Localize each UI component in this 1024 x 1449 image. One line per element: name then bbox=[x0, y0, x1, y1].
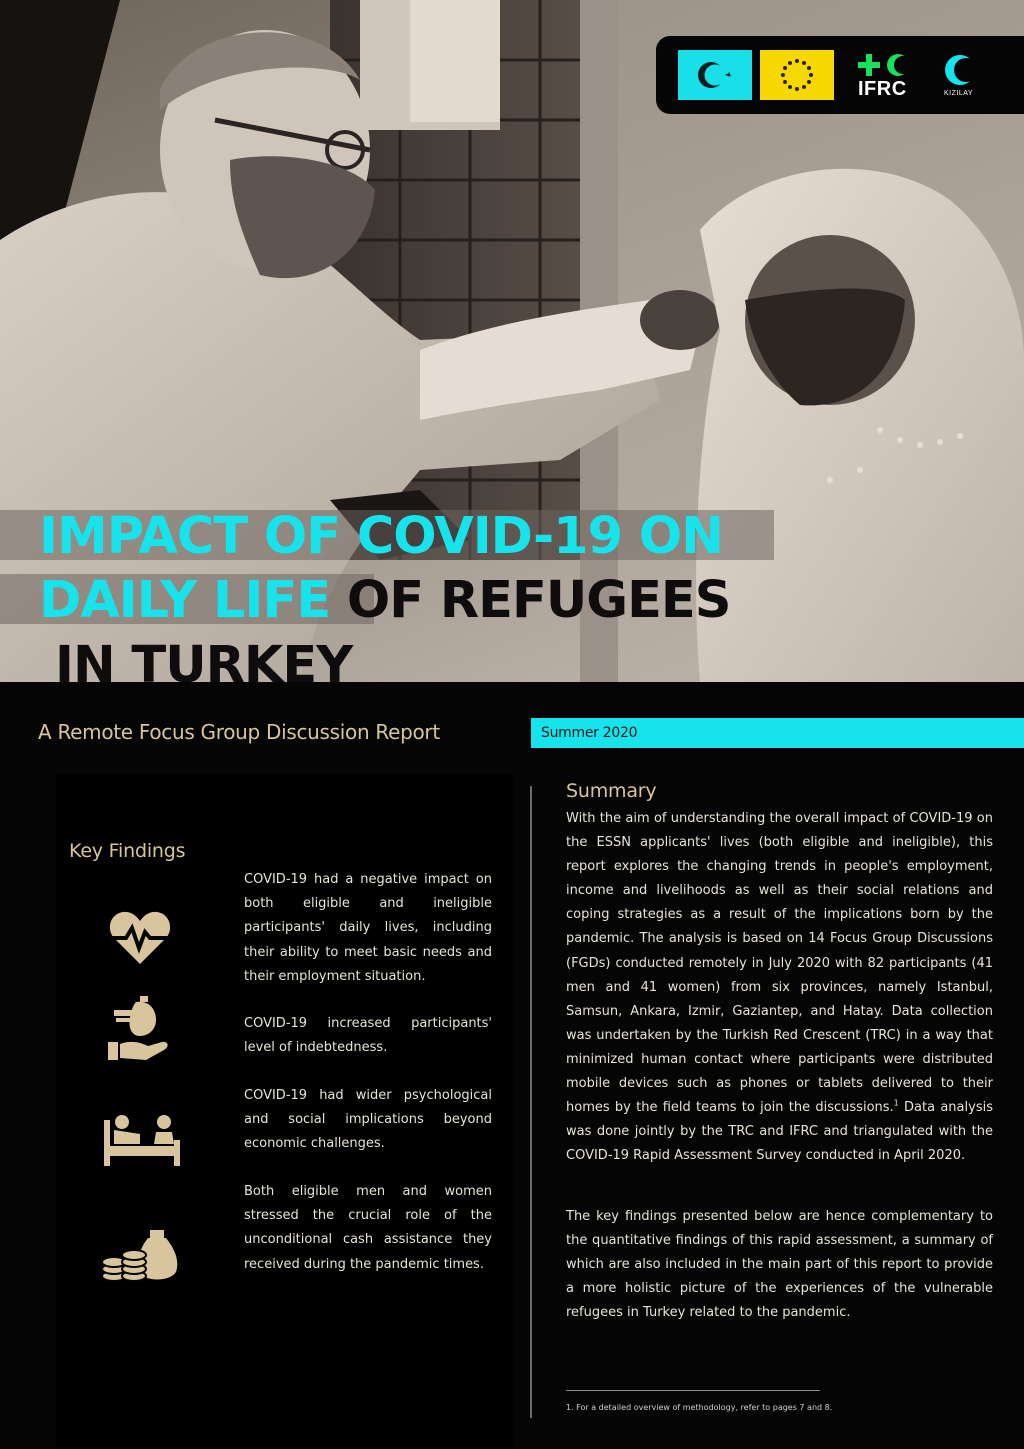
footnote: 1. For a detailed overview of methodology, refer to pages 7 and 8. bbox=[566, 1403, 833, 1412]
red-crescent-icon bbox=[938, 50, 994, 90]
title-line-2 bbox=[39, 571, 731, 630]
title-line-3: IN TURKEY bbox=[55, 636, 353, 682]
season-banner bbox=[531, 718, 1024, 748]
crescent-star-icon bbox=[678, 50, 752, 100]
summary-paragraph-2: The key findings presented below are hence complementary to the quantitative findings of this rapid assessment, a summary of which are also included in the main part of this report to provide a more holistic picture of the experiences of the vulnerable refugees in Turkey related to the pandemic. bbox=[566, 1209, 993, 1321]
title-highlight: DAILY LIFE bbox=[39, 571, 331, 630]
title-line-1: IMPACT OF COVID-19 ON bbox=[39, 507, 723, 566]
footnote-rule bbox=[566, 1390, 820, 1391]
kizilay-logo bbox=[938, 50, 994, 100]
eu-flag-logo bbox=[760, 50, 834, 100]
summary-p1-end: Data analysis was done jointly by the TRC and IFRC and triangulated with the COVID-19 Rapid Assessment Survey conducted in April 2020. bbox=[566, 1100, 993, 1164]
partner-logos bbox=[656, 36, 1024, 114]
cover-photo bbox=[0, 0, 1024, 682]
ifrc-logo bbox=[852, 50, 924, 100]
report-subtitle: A Remote Focus Group Discussion Report bbox=[38, 720, 440, 744]
finding-2: COVID-19 increased participants' level of indebtedness. bbox=[244, 1016, 492, 1056]
sick-bed-icon bbox=[100, 1112, 182, 1166]
ifrc-wordmark: IFRC bbox=[858, 78, 907, 100]
finding-3: COVID-19 had wider psychological and social implications beyond economic challenges. bbox=[244, 1088, 492, 1152]
heartbeat-icon bbox=[108, 908, 172, 968]
column-divider bbox=[530, 786, 532, 1418]
finding-1: COVID-19 had a negative impact on both eligible and ineligible participants' daily lives, including their ability to meet basic needs and their employment situation. bbox=[244, 872, 492, 984]
summary-paragraph-1 bbox=[566, 807, 993, 1168]
cross-crescent-icon bbox=[852, 50, 924, 80]
eu-stars-icon bbox=[760, 50, 834, 100]
summary-p1-main: With the aim of understanding the overall impact of COVID-19 on the ESSN applicants' lives (both eligible and ineligible), this report explores the changing trends in people's employment, income and livelihoods as well as their social relations and coping strategies as a result of the implications born by the pandemic. The analysis is based on 14 Focus Group Discussions (FGDs) conducted remotely in July 2020 with 82 participants (41 men and 41 women) from six provinces, namely Istanbul, Samsun, Ankara, Izmir, Gaziantep, and Hatay. Data collection was undertaken by the Turkish Red Crescent (TRC) in a way that minimized human contact where participants were distributed mobile devices such as phones or tablets delivered to their homes by the field teams to join the discussions. bbox=[566, 811, 993, 1116]
key-findings-heading: Key Findings bbox=[69, 840, 186, 862]
hand-coin-icon bbox=[106, 996, 172, 1064]
footnote-marker: 1 bbox=[893, 1098, 899, 1108]
finding-4: Both eligible men and women stressed the crucial role of the unconditional cash assistance they received during the pandemic times. bbox=[244, 1184, 492, 1272]
summary-heading: Summary bbox=[566, 780, 657, 802]
title-rest: OF REFUGEES bbox=[330, 571, 731, 630]
turkey-flag-logo bbox=[678, 50, 752, 100]
money-bag-coins-icon bbox=[100, 1226, 180, 1284]
season-label: Summer 2020 bbox=[541, 725, 638, 741]
kizilay-wordmark: KIZILAY bbox=[944, 90, 974, 97]
